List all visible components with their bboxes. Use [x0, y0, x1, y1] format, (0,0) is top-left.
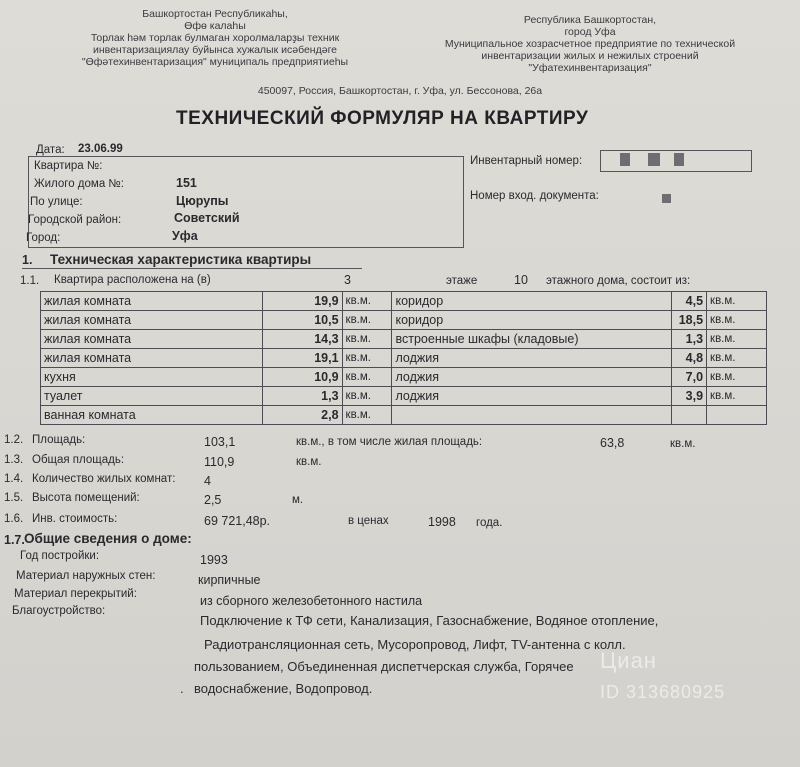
spec-extra-unit: кв.м. — [670, 438, 696, 450]
entry-doc-label: Номер вход. документа: — [470, 190, 599, 202]
room-name: кухня — [41, 368, 263, 387]
watermark-brand: Циан — [600, 648, 657, 673]
room-name: лоджия — [392, 368, 672, 387]
room-area: 18,5 — [672, 311, 707, 330]
room-unit: кв.м. — [707, 387, 767, 406]
rooms-table — [40, 291, 767, 425]
header-right-line: город Уфа — [564, 26, 616, 38]
room-unit: кв.м. — [707, 349, 767, 368]
room-name: жилая комната — [41, 311, 263, 330]
room-area: 2,8 — [262, 406, 342, 425]
room-unit: кв.м. — [342, 292, 392, 311]
room-name: туалет — [41, 387, 263, 406]
built-value: 1993 — [200, 553, 228, 567]
header-left — [80, 8, 350, 68]
spec-num: 1.2. — [4, 434, 24, 446]
redaction-mark — [648, 153, 660, 166]
room-unit: кв.м. — [707, 311, 767, 330]
spec-label: Высота помещений: — [32, 492, 140, 504]
header-right — [420, 14, 760, 74]
section1-title: Техническая характеристика квартиры — [50, 252, 312, 267]
room-name: лоджия — [392, 349, 672, 368]
header-left-line: Өфө калаhы — [184, 20, 246, 32]
table-row — [41, 292, 767, 311]
header-right-line: "Уфатехинвентаризация" — [528, 62, 652, 74]
floor-label: этаже — [446, 275, 478, 287]
floor-value: 3 — [344, 273, 351, 287]
table-row — [41, 349, 767, 368]
district-label: Городской район: — [28, 214, 122, 226]
located-label: Квартира расположена на (в) — [54, 274, 211, 286]
room-name: коридор — [392, 311, 672, 330]
header-left-line: Башкортостан Республикаhы, — [142, 8, 288, 20]
section7-num: 1.7. — [4, 533, 25, 547]
room-unit: кв.м. — [707, 330, 767, 349]
spec-unit: м. — [292, 494, 304, 506]
spec-label: Инв. стоимость: — [32, 513, 118, 525]
amenities-line: водоснабжение, Водопровод. — [194, 681, 373, 696]
spec-unit: кв.м. — [296, 456, 322, 468]
spec-label: Количество жилых комнат: — [32, 473, 176, 485]
spec-extra-unit: года. — [476, 517, 503, 529]
section7-title: Общие сведения о доме: — [24, 531, 192, 546]
walls-label: Материал наружных стен: — [16, 570, 156, 582]
built-label: Год постройки: — [20, 550, 100, 562]
amenities-line: Радиотрансляционная сеть, Мусоропровод, Лифт, TV-антенна с колл. — [204, 637, 626, 652]
spec-value: 2,5 — [204, 493, 222, 507]
district-value: Советский — [174, 211, 240, 225]
room-area: 4,5 — [672, 292, 707, 311]
city-label: Город: — [26, 232, 61, 244]
doc-title: ТЕХНИЧЕСКИЙ ФОРМУЛЯР НА КВАРТИРУ — [176, 108, 589, 129]
room-name — [392, 406, 672, 425]
header-left-line: инвентаризациялау буйынса хужалык исәбендәге — [92, 44, 338, 56]
inventory-label: Инвентарный номер: — [470, 155, 583, 167]
street-label: По улице: — [30, 196, 83, 208]
room-name: лоджия — [392, 387, 672, 406]
room-name: жилая комната — [41, 349, 263, 368]
table-row — [41, 387, 767, 406]
room-unit: кв.м. — [342, 368, 392, 387]
amenities-label: Благоустройство: — [12, 605, 106, 617]
room-area: 1,3 — [262, 387, 342, 406]
room-name: ванная комната — [41, 406, 263, 425]
spec-num: 1.4. — [4, 473, 24, 485]
spec-value: 69 721,48р. — [204, 514, 271, 528]
redaction-mark — [620, 153, 630, 166]
room-area: 19,1 — [262, 349, 342, 368]
table-row — [41, 406, 767, 425]
house-label: Жилого дома №: — [34, 178, 124, 190]
header-right-line: Муниципальное хозрасчетное предприятие по технической — [444, 38, 736, 50]
table-row — [41, 330, 767, 349]
date-label: Дата: — [36, 144, 65, 156]
room-unit: кв.м. — [342, 330, 392, 349]
spec-extra-value: 63,8 — [600, 436, 625, 450]
watermark-id: ID 313680925 — [600, 682, 726, 702]
section1-sub-num: 1.1. — [20, 275, 40, 287]
room-area: 3,9 — [672, 387, 707, 406]
room-area: 1,3 — [672, 330, 707, 349]
spec-value: 4 — [204, 474, 211, 488]
house-value: 151 — [176, 176, 197, 190]
floors-total: 10 — [514, 273, 528, 287]
city-value: Уфа — [172, 229, 198, 243]
spec-label: Площадь: — [32, 434, 86, 446]
spec-num: 1.3. — [4, 454, 24, 466]
header-address: 450097, Россия, Башкортостан, г. Уфа, ул. Бессонова, 26а — [257, 85, 543, 97]
header-left-line: Торлак hәм торлак булмаган хоролмаларҙы техник — [90, 32, 340, 44]
room-name: жилая комната — [41, 292, 263, 311]
spec-extra-value: 1998 — [428, 515, 456, 529]
spec-unit: в ценах — [348, 515, 389, 527]
apartment-label: Квартира №: — [34, 160, 103, 172]
floors-label: этажного дома, состоит из: — [546, 275, 691, 287]
spec-value: 110,9 — [204, 455, 235, 469]
room-area: 19,9 — [262, 292, 342, 311]
room-area: 4,8 — [672, 349, 707, 368]
spec-unit: кв.м., в том числе жилая площадь: — [296, 436, 483, 448]
room-unit: кв.м. — [342, 406, 392, 425]
room-area: 14,3 — [262, 330, 342, 349]
room-unit — [707, 406, 767, 425]
header-right-line: инвентаризации жилых и нежилых строений — [481, 50, 699, 62]
room-unit: кв.м. — [342, 387, 392, 406]
room-unit: кв.м. — [707, 292, 767, 311]
section1-num: 1. — [22, 253, 33, 267]
amenities-line: пользованием, Объединенная диспетчерская служба, Горячее — [194, 659, 574, 674]
room-area: 10,9 — [262, 368, 342, 387]
room-area: 7,0 — [672, 368, 707, 387]
header-left-line: "Өфәтехинвентаризация" муниципаль предприятиеhы — [81, 56, 349, 68]
room-name: жилая комната — [41, 330, 263, 349]
redaction-mark — [662, 194, 671, 203]
floors-mat-label: Материал перекрытий: — [14, 588, 137, 600]
date-value: 23.06.99 — [78, 143, 123, 155]
room-unit: кв.м. — [707, 368, 767, 387]
spec-num: 1.5. — [4, 492, 24, 504]
spec-label: Общая площадь: — [32, 454, 125, 466]
street-value: Цюрупы — [176, 194, 229, 208]
table-row — [41, 368, 767, 387]
room-unit: кв.м. — [342, 311, 392, 330]
spec-value: 103,1 — [204, 435, 236, 449]
redaction-mark — [674, 153, 684, 166]
floors-mat-value: из сборного железобетонного настила — [200, 594, 423, 608]
room-unit: кв.м. — [342, 349, 392, 368]
room-name: коридор — [392, 292, 672, 311]
table-row — [41, 311, 767, 330]
room-area: 10,5 — [262, 311, 342, 330]
amenities-line: Подключение к ТФ сети, Канализация, Газоснабжение, Водяное отопление, — [200, 613, 659, 628]
section1-underline — [22, 268, 362, 269]
header-right-line: Республика Башкортостан, — [523, 14, 657, 26]
bullet-dot: . — [180, 681, 184, 696]
room-name: встроенные шкафы (кладовые) — [392, 330, 672, 349]
spec-num: 1.6. — [4, 513, 24, 525]
room-area — [672, 406, 707, 425]
walls-value: кирпичные — [198, 573, 261, 587]
